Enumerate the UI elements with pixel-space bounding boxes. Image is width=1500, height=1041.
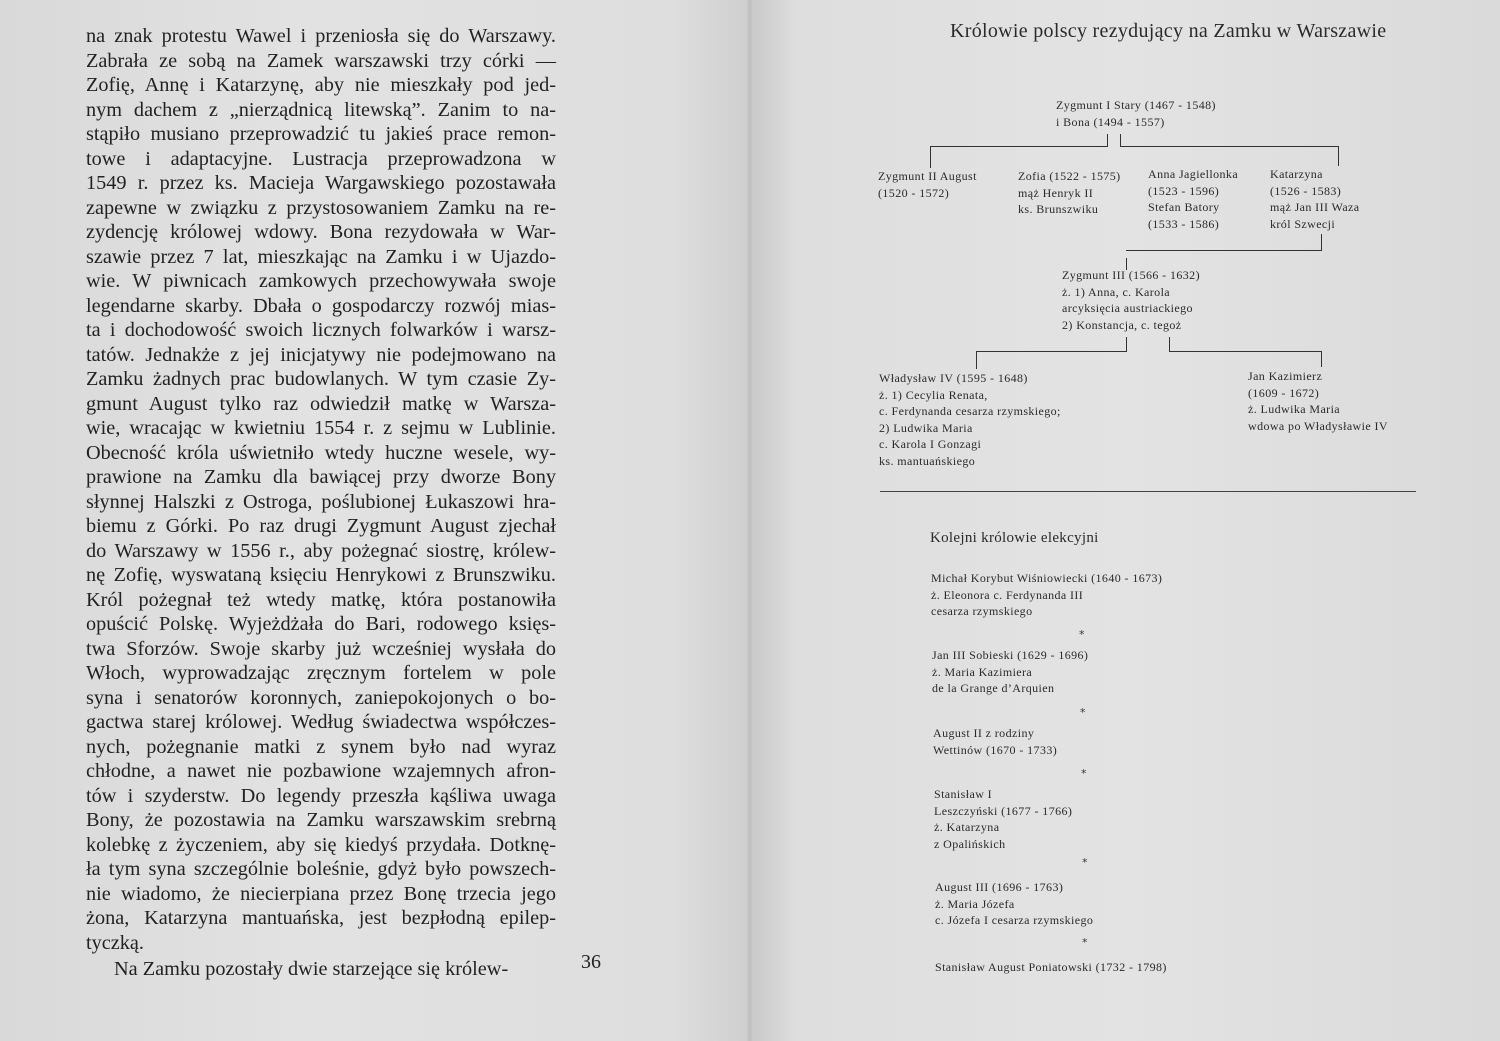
body-text-line: tów i szyderstw. Do legendy przeszła kąśliwa uwaga bbox=[86, 784, 556, 807]
elective-king-entry bbox=[935, 959, 1167, 976]
right-page bbox=[752, 0, 1500, 1041]
body-text-line: Zabrała ze sobą na Zamek warszawski trzy córki — bbox=[86, 49, 556, 72]
elective-king-entry bbox=[932, 647, 1088, 697]
tree-node-line: (1526 - 1583) bbox=[1270, 183, 1342, 198]
tree-node-line: Zygmunt III (1566 - 1632) bbox=[1062, 268, 1200, 282]
tree-connector bbox=[1120, 134, 1121, 146]
tree-grandchild-zygmunt-iii bbox=[1062, 267, 1200, 333]
page-number: 36 bbox=[581, 951, 601, 973]
body-text-line: tatów. Jednakże z jej inicjatywy nie podejmowano na bbox=[86, 343, 556, 366]
elective-king-entry bbox=[931, 570, 1162, 620]
entry-line: de la Grange d’Arquien bbox=[932, 681, 1055, 696]
tree-node-line: ż. 1) Cecylia Renata, bbox=[879, 387, 988, 402]
tree-node-line: arcyksięcia austriackiego bbox=[1062, 301, 1193, 316]
tree-root bbox=[1056, 97, 1216, 130]
tree-connector bbox=[1120, 146, 1339, 147]
tree-node-line: Zofia (1522 - 1575) bbox=[1018, 169, 1121, 183]
tree-node-line: Jan Kazimierz bbox=[1248, 369, 1323, 383]
body-text-line: nym dachem z „nierządnicą litewską”. Zanim to na- bbox=[86, 98, 556, 121]
entry-line: ż. Katarzyna bbox=[934, 820, 1000, 835]
body-text-line: Król pożegnał też wtedy matkę, która postanowiła bbox=[86, 588, 556, 611]
body-text-line: Włoch, wyprowadzając zręcznym fortelem w pole bbox=[86, 662, 556, 684]
body-text-line: wie, wracając w kwietniu 1554 r. z sejmu w Lublinie. bbox=[86, 417, 556, 439]
tree-connector bbox=[1107, 134, 1108, 146]
entry-line: ż. Maria Józefa bbox=[935, 896, 1015, 911]
entry-line: August III (1696 - 1763) bbox=[935, 880, 1064, 894]
body-text-line: stąpiło musiano przeprowadzić tu jakieś prace remon- bbox=[86, 123, 556, 145]
entry-line: Leszczyński (1677 - 1766) bbox=[934, 803, 1073, 818]
tree-node-line: (1533 - 1586) bbox=[1148, 216, 1220, 231]
elective-king-entry bbox=[933, 725, 1057, 758]
tree-node-line: mąż Jan III Waza bbox=[1270, 200, 1360, 215]
body-text-line: ta i dochodowość swoich licznych folwarków i warsz- bbox=[86, 319, 556, 341]
tree-node-line: król Szwecji bbox=[1270, 216, 1336, 231]
entry-line: Michał Korybut Wiśniowiecki (1640 - 1673) bbox=[931, 571, 1163, 585]
entry-line: Jan III Sobieski (1629 - 1696) bbox=[932, 648, 1089, 662]
tree-connector bbox=[1321, 234, 1322, 250]
tree-connector bbox=[1338, 146, 1339, 166]
tree-connector bbox=[976, 351, 1127, 352]
tree-node-line: Zygmunt II August bbox=[878, 169, 977, 183]
body-text-line: Zofię, Annę i Katarzynę, aby nie mieszkały pod jed- bbox=[86, 74, 556, 96]
tree-wladyslaw-iv bbox=[879, 370, 1061, 470]
left-body-text bbox=[86, 24, 556, 982]
tree-node-line: c. Karola I Gonzagi bbox=[879, 437, 982, 452]
body-text-line: Bony, że pozostawia na Zamku warszawskim srebrną bbox=[86, 809, 556, 831]
body-text-line: chłodne, a nawet nie pozbawione wzajemnych afron- bbox=[86, 760, 556, 782]
body-text-line: biemu z Górki. Po raz drugi Zygmunt August zjechał bbox=[86, 515, 556, 537]
elective-king-entry bbox=[934, 786, 1072, 852]
entry-line: ż. Maria Kazimiera bbox=[932, 664, 1033, 679]
tree-child-zygmunt-august bbox=[878, 168, 977, 201]
tree-connector bbox=[1169, 337, 1170, 351]
body-text-line: nych, pożegnanie matki z synem było nad wyraz bbox=[86, 735, 556, 758]
tree-child-katarzyna bbox=[1270, 166, 1360, 232]
tree-connector bbox=[930, 146, 1108, 147]
section-divider bbox=[880, 491, 1416, 492]
tree-node-line: Anna Jagiellonka bbox=[1148, 167, 1239, 181]
body-text-line: na znak protestu Wawel i przeniosła się do Warszawy. bbox=[86, 25, 556, 47]
entry-line: August II z rodziny bbox=[933, 726, 1035, 740]
tree-node-line: c. Ferdynanda cesarza rzymskiego; bbox=[879, 404, 1061, 419]
body-text-line: ła tym syna szczególnie boleśnie, gdyż było powszech- bbox=[86, 858, 556, 880]
entry-line: c. Józefa I cesarza rzymskiego bbox=[935, 913, 1094, 928]
tree-node-line: (1609 - 1672) bbox=[1248, 385, 1320, 400]
tree-node-line: ż. Ludwika Maria bbox=[1248, 402, 1341, 417]
body-text-line: do Warszawy w 1556 r., aby pożegnać siostrę, królew- bbox=[86, 539, 556, 562]
tree-child-zofia bbox=[1018, 168, 1121, 218]
page-title: Królowie polscy rezydujący na Zamku w Warszawie bbox=[950, 20, 1387, 42]
body-text-line: Obecność króla uświetniło wtedy huczne wesele, wy- bbox=[86, 441, 556, 464]
tree-connector bbox=[1126, 337, 1127, 351]
entry-line: Stanisław August Poniatowski (1732 - 1798) bbox=[935, 960, 1167, 974]
tree-child-anna bbox=[1148, 166, 1238, 232]
body-text-line: opuścić Polskę. Wyjeżdżała do Bari, rodowego księs- bbox=[86, 613, 556, 635]
tree-connector bbox=[930, 146, 931, 168]
tree-node-line: ż. 1) Anna, c. Karola bbox=[1062, 284, 1171, 299]
body-text-line: tyczką. bbox=[86, 931, 144, 954]
tree-node-line: 2) Ludwika Maria bbox=[879, 420, 973, 435]
body-text-line: gactwa starej królowej. Według świadectwa współczes- bbox=[86, 711, 556, 733]
body-text-line: wie. W piwnicach zamkowych przechowywała swoje bbox=[86, 270, 556, 292]
tree-node-line: (1523 - 1596) bbox=[1148, 183, 1220, 198]
body-text-line: towe i adaptacyjne. Lustracja przeprowadzona w bbox=[86, 147, 556, 170]
elective-king-entry bbox=[935, 879, 1093, 929]
book-gutter bbox=[746, 0, 754, 1041]
tree-node-line: Katarzyna bbox=[1270, 167, 1323, 181]
separator-asterisk: * bbox=[1080, 706, 1086, 719]
entry-line: Stanisław I bbox=[934, 787, 993, 801]
body-text-line: syna i senatorów koronnych, zaniepokojonych o bo- bbox=[86, 686, 556, 709]
body-text-line: kolebkę z życzeniem, aby się kiedyś przydała. Dotknę- bbox=[86, 833, 556, 856]
body-text-line: słynnej Halszki z Ostroga, poślubionej Łukaszowi hra- bbox=[86, 490, 556, 513]
tree-connector bbox=[1126, 250, 1322, 251]
tree-node-line: 2) Konstancja, c. tegoż bbox=[1062, 317, 1182, 332]
body-text-line: Zamku żadnych prac budowlanych. W tym czasie Zy- bbox=[86, 368, 556, 390]
tree-root-line: i Bona (1494 - 1557) bbox=[1056, 114, 1165, 129]
separator-asterisk: * bbox=[1082, 936, 1088, 949]
separator-asterisk: * bbox=[1079, 628, 1085, 641]
body-text-line: Na Zamku pozostały dwie starzejące się królew- bbox=[114, 958, 509, 980]
tree-node-line: ks. mantuańskiego bbox=[879, 453, 976, 468]
entry-line: Wettinów (1670 - 1733) bbox=[933, 742, 1058, 757]
entry-line: cesarza rzymskiego bbox=[931, 604, 1033, 619]
tree-node-line: Stefan Batory bbox=[1148, 200, 1220, 215]
body-text-line: gmunt August tylko raz odwiedził matkę w Warsza- bbox=[86, 392, 556, 415]
separator-asterisk: * bbox=[1082, 856, 1088, 869]
tree-node-line: (1520 - 1572) bbox=[878, 185, 950, 200]
entry-line: z Opalińskich bbox=[934, 836, 1006, 851]
tree-jan-kazimierz bbox=[1248, 368, 1388, 434]
elective-kings-title: Kolejni królowie elekcyjni bbox=[930, 530, 1099, 546]
tree-connector bbox=[1321, 351, 1322, 367]
body-text-line: nę Zofię, wyswataną księciu Henrykowi z Brunszwiku. bbox=[86, 564, 556, 586]
tree-node-line: ks. Brunszwiku bbox=[1018, 202, 1099, 217]
tree-connector bbox=[1169, 351, 1322, 352]
body-text-line: nie wiadomo, że niecierpiana przez Bonę trzecia jego bbox=[86, 882, 556, 905]
separator-asterisk: * bbox=[1081, 767, 1087, 780]
body-text-line: 1549 r. przez ks. Macieja Wargawskiego pozostawała bbox=[86, 172, 556, 194]
tree-connector bbox=[976, 351, 977, 369]
body-text-line: szawie przez 7 lat, mieszkając na Zamku i w Ujazdo- bbox=[86, 245, 556, 268]
body-text-line: żona, Katarzyna mantuańska, jest bezpłodną epilep- bbox=[86, 907, 556, 929]
body-text-line: twa Sforzów. Swoje skarby już wcześniej wysłała do bbox=[86, 637, 556, 660]
body-text-line: prawione na Zamku dla bawiącej przy dworze Bony bbox=[86, 466, 556, 488]
entry-line: ż. Eleonora c. Ferdynanda III bbox=[931, 587, 1084, 602]
body-text-line: legendarne skarby. Dbała o gospodarczy rozwój mias- bbox=[86, 294, 556, 317]
body-text-line: zydencję królowej wdowy. Bona rezydowała w War- bbox=[86, 221, 556, 243]
tree-node-line: mąż Henryk II bbox=[1018, 185, 1094, 200]
tree-node-line: Władysław IV (1595 - 1648) bbox=[879, 371, 1028, 385]
body-text-line: zapewne w związku z przystosowaniem Zamku na re- bbox=[86, 196, 556, 219]
tree-node-line: wdowa po Władysławie IV bbox=[1248, 418, 1388, 433]
tree-root-line: Zygmunt I Stary (1467 - 1548) bbox=[1056, 98, 1216, 112]
